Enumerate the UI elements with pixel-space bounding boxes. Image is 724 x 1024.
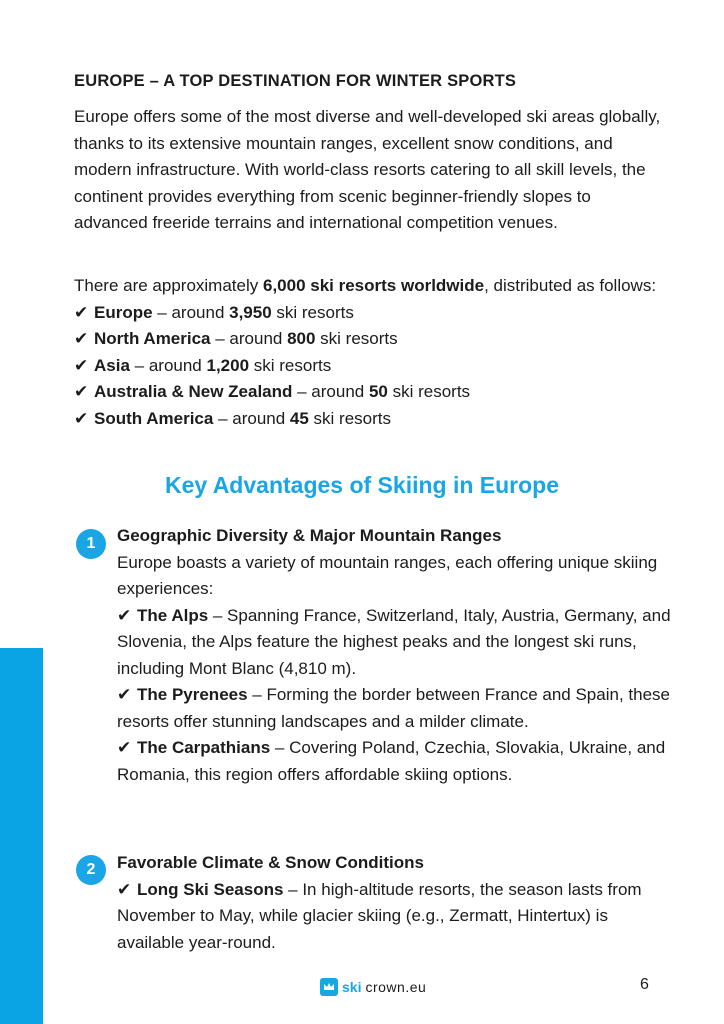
brand-logo[interactable] (320, 978, 426, 996)
region-item: ✔ Australia & New Zealand – around 50 ski resorts (74, 379, 664, 406)
region-item: ✔ Asia – around 1,200 ski resorts (74, 353, 664, 380)
advantage-point: ✔ The Carpathians – Covering Poland, Czechia, Slovakia, Ukraine, and Romania, this region offers affordable skiing options. (117, 735, 677, 788)
page-heading: EUROPE – A TOP DESTINATION FOR WINTER SPORTS (74, 72, 517, 90)
region-item: ✔ Europe – around 3,950 ski resorts (74, 300, 664, 327)
section-title: Key Advantages of Skiing in Europe (164, 472, 560, 498)
number-badge: 1 (76, 529, 106, 559)
advantage-item (117, 523, 677, 788)
advantage-title: Favorable Climate & Snow Conditions (117, 853, 424, 872)
checkmark-icon: ✔ (117, 685, 132, 704)
intro-paragraph: Europe offers some of the most diverse and well-developed ski areas globally, thanks to its extensive mountain ranges, excellent snow conditions, and modern infrastructure. With world-class resorts catering to all skill levels, the continent provides everything from scenic beginner-friendly slopes to advanced freeride terrains and international competition venues. (74, 107, 661, 232)
page-number: 6 (640, 976, 649, 993)
brand-name-rest: crown.eu (365, 979, 427, 995)
advantage-point: ✔ The Alps – Spanning France, Switzerland, Italy, Austria, Germany, and Slovenia, the Alps feature the highest peaks and the longest ski runs, including Mont Blanc (4,810 m). (117, 603, 677, 683)
checkmark-icon: ✔ (74, 382, 89, 401)
checkmark-icon: ✔ (74, 408, 89, 428)
checkmark-icon: ✔ (74, 329, 89, 348)
advantage-point: ✔ Long Ski Seasons – In high-altitude resorts, the season lasts from November to May, while glacier skiing (e.g., Zermatt, Hintertux) is available year-round. (117, 877, 677, 957)
advantage-intro: Europe boasts a variety of mountain ranges, each offering unique skiing experiences: (117, 552, 658, 598)
advantage-point: ✔ The Pyrenees – Forming the border between France and Spain, these resorts offer stunning landscapes and a milder climate. (117, 682, 677, 735)
distribution-intro: There are approximately 6,000 ski resorts worldwide, distributed as follows: (74, 276, 657, 295)
number-badge: 2 (76, 855, 106, 885)
side-accent-bar (0, 648, 43, 1024)
crown-icon (320, 978, 338, 996)
distribution-total: 6,000 ski resorts worldwide (262, 276, 485, 295)
checkmark-icon: ✔ (74, 355, 89, 375)
checkmark-icon: ✔ (117, 738, 132, 757)
resort-distribution (74, 273, 664, 432)
brand-name-ski: ski (342, 979, 362, 995)
region-item: ✔ South America – around 45 ski resorts (74, 406, 664, 433)
checkmark-icon: ✔ (117, 879, 132, 899)
region-item: ✔ North America – around 800 ski resorts (74, 326, 664, 353)
checkmark-icon: ✔ (117, 605, 132, 625)
advantage-item (117, 850, 677, 956)
region-list (74, 300, 664, 433)
checkmark-icon: ✔ (74, 302, 89, 322)
advantage-title: Geographic Diversity & Major Mountain Ranges (117, 526, 502, 545)
